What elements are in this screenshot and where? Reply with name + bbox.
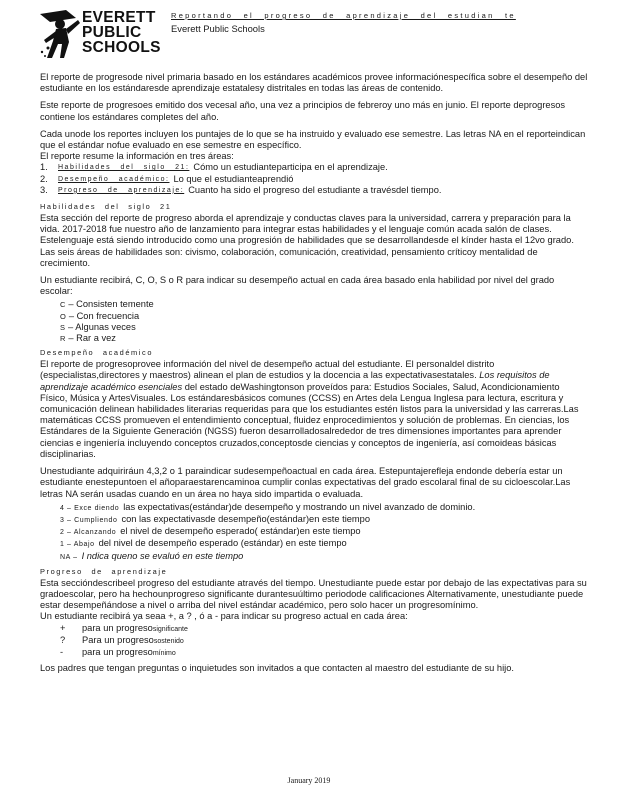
progreso-symbols <box>60 623 588 660</box>
code-item: R – Rar a vez <box>60 333 116 344</box>
summary-lead: El reporte resume la información en tres áreas: <box>40 151 234 162</box>
area-item: 3. Progreso de aprendizaje: Cuanto ha sido el progreso del estudiante a travésdel tiempo. <box>40 184 442 195</box>
symbol-item: + para un progresosignificante <box>60 622 188 633</box>
area-term: Habilidades del siglo 21: <box>58 164 190 172</box>
footer-date: January 2019 <box>287 776 331 785</box>
areas-list <box>40 162 588 196</box>
level-item: NA – I ndica queno se evaluó en este tiempo <box>60 550 244 561</box>
level-item: 1 – Abajo del nivel de desempeño esperado (estándar) en este tiempo <box>60 538 347 549</box>
desempeno-levels <box>60 502 588 563</box>
section-heading-desempeno: Desempeño académico <box>40 348 154 358</box>
intro-paragraph: Cada unode los reportes incluyen los puntajes de lo que se ha instruido y evaluado ese semestre. Las letras NA en el reporteindican que el estándar nofue evaluado en ese semestre en específico. <box>40 128 586 151</box>
area-desc: Cuanto ha sido el progreso del estudiante a travésdel tiempo. <box>188 184 442 195</box>
area-term: Progreso de aprendizaje: <box>58 186 185 194</box>
section-heading-habilidades: Habilidades del siglo 21 <box>40 202 172 212</box>
area-desc: Cómo un estudianteparticipa en el aprendizaje. <box>193 162 388 173</box>
closing-paragraph: Los padres que tengan preguntas o inquietudes son invitados a que contacten al maestro del estudiante de su hijo. <box>40 663 514 674</box>
progreso-lead: Un estudiante recibirá ya seaa +, a ? , ó a - para indicar su progreso actual en cada área: <box>40 611 408 622</box>
habilidades-codes <box>60 299 588 344</box>
code-item: O – Con frecuencia <box>60 310 140 321</box>
intro-paragraph: El reporte de progresode nivel primaria basado en los estándares académicos provee informaciónespecífica sobre el desempeño del estudiante en los estándaresde aprendizaje estatalesy distritales en todas las áreas de contenido. <box>40 72 588 94</box>
district-logo <box>36 8 166 60</box>
section-heading-progreso: Progreso de aprendizaje <box>40 566 168 576</box>
habilidades-paragraph: Esta sección del reporte de progreso aborda el aprendizaje y conductas claves para la universidad, carrera y preparación para la vida. 2017-2018 fue nuestro año de lanzamiento para integrar estas habilidades y el lenguaje común acada salón de clases. Estelenguaje está siendo introducido como una progresión de habilidades que se desarrollandesde el kínder hasta el 12vo grado. Las seis áreas de habilidades son: civismo, colaboración, comunicación, creatividad, pensamiento críticoy mentalidad de crecimiento. <box>40 213 574 268</box>
habilidades-paragraph: Un estudiante recibirá, C, O, S o R para indicar su desempeño actual en cada área basado enla habilidad por nivel del grado escolar: <box>40 275 555 297</box>
progreso-paragraph: Esta seccióndescribeel progreso del estudiante através del tiempo. Unestudiante puede estar por debajo de las expectativas para su gradoescolar, pero ha hechounprogreso significante durantesuúltimo periodode calificaciones Alternativamente, unestudiante puede estar desempeñándose a nivel o arriba del nivel estándar académico, pero solo hacer un progresomínimo. <box>40 577 587 611</box>
level-item: 4 – Exce diendo las expectativas(estándar)de desempeño y mostrando un nivel avanzado de dominio. <box>60 501 476 512</box>
area-term: Desempeño académico: <box>58 175 170 183</box>
level-item: 3 – Cumpliendo con las expectativasde desempeño(estándar)en este tiempo <box>60 513 371 524</box>
symbol-item: - para un progresomínimo <box>60 646 176 657</box>
symbol-item: ? Para un progresosostenido <box>60 634 184 645</box>
area-item: 2. Desempeño académico: Lo que el estudianteaprendió <box>40 173 294 184</box>
report-body <box>40 72 588 680</box>
district-name: Everett Public Schools <box>171 23 265 34</box>
desempeno-paragraph: El reporte de progresoprovee información del nivel de desempeño actual del estudiante. El personaldel distrito (especialistas,directores y maestros) alinean el plan de estudios y la docencia a las expectativasestatales. Los requisitos de aprendizaje académico esenciales del estado deWashingtonson proveídos para: Estudios Sociales, Salud, Acondicionamiento Físico, Música y ArtesVisuales. Los estándaresbásicos comunes (CCSS) en Artes dela Lengua Inglesa para lectura, escritura y comunicación delinean habilidades literarias requeridas para que los estudiantes estén listos para la universidad y las carreras.Las matemáticas CCSS promueven el entendimiento conceptual, fluidez enprocedimientos y solución de problemas. En ciencias, los Estándares de la Siguiente Generación (NGSS) fueron desarrolladosalrededor de tres dimensiones importantes para aprender ciencias e ingeniería incluyendo conceptos cruzados,conceptosde ciencias y conceptos de ingeniería, así comoideas básicas disciplinarias. <box>40 359 579 459</box>
area-item: 1. Habilidades del siglo 21: Cómo un estudianteparticipa en el aprendizaje. <box>40 162 388 173</box>
graduate-figure-icon <box>36 8 82 60</box>
area-desc: Lo que el estudianteaprendió <box>173 173 294 184</box>
desempeno-paragraph: Unestudiante adquiriráun 4,3,2 o 1 paraindicar sudesempeñoactual en cada área. Estepuntajerefleja endonde debería estar un estudiante enestepuntoen el añoparaestarencaminoa cumplir conlas expectativas del grado escolaral final de su cicloescolar.Las letras NA serán usadas cuando en un área no haya sido impartida o evaluada. <box>40 466 571 499</box>
intro-paragraph: Este reporte de progresoes emitido dos vecesal año, una vez a principios de febreroy uno más en junio. El reporte deprogresos contiene los estándares completes del año. <box>40 100 566 122</box>
code-item: C – Consisten temente <box>60 299 154 310</box>
level-item: 2 – Alcanzando el nivel de desempeño esperado( estándar)en este tiempo <box>60 526 361 537</box>
report-title: Reportando el progreso de aprendizaje del estudian te <box>171 11 516 20</box>
logo-wordmark: EVERETT PUBLIC SCHOOLS <box>82 9 161 56</box>
code-item: S – Algunas veces <box>60 321 136 332</box>
